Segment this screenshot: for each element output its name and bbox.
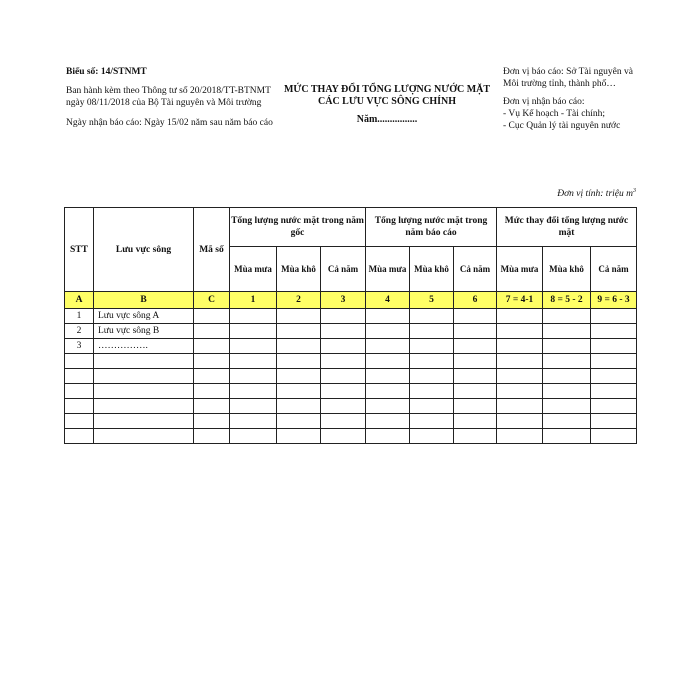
col-header-code: Mã số [194,208,230,292]
issued-with-text: Ban hành kèm theo Thông tư số 20/2018/TT-BTNMT ngày 08/11/2018 của Bộ Tài nguyên và Môi trường [66,86,271,108]
row-value-cell [230,339,277,354]
row-value-cell [497,384,543,399]
row-basin-name: ……………. [94,339,194,354]
table-row [65,399,637,414]
row-value-cell [543,414,591,429]
unit-superscript: 3 [633,188,636,194]
row-value-cell [194,309,230,324]
row-basin-name [94,414,194,429]
row-value-cell [454,309,497,324]
row-value-cell [591,429,637,444]
row-value-cell [321,309,366,324]
row-value-cell [321,324,366,339]
row-stt [65,399,94,414]
sub-header-rainy: Mùa mưa [497,247,543,292]
row-value-cell [591,324,637,339]
row-value-cell [591,354,637,369]
row-value-cell [410,369,454,384]
index-cell: 1 [230,292,277,309]
row-basin-name [94,354,194,369]
report-title: MỨC THAY ĐỔI TỔNG LƯỢNG NƯỚC MẶT CÁC LƯU VỰC SÔNG CHÍNH [283,84,491,107]
header-left [66,66,281,137]
row-value-cell [321,429,366,444]
header-center [283,84,491,126]
row-value-cell [194,414,230,429]
row-stt: 3 [65,339,94,354]
row-value-cell [497,369,543,384]
row-value-cell [410,384,454,399]
row-value-cell [230,414,277,429]
row-value-cell [277,339,321,354]
table-row [65,309,637,324]
row-value-cell [543,429,591,444]
row-value-cell [454,324,497,339]
row-stt [65,414,94,429]
row-basin-name: Lưu vực sông B [94,324,194,339]
row-value-cell [410,324,454,339]
header-right [503,66,638,132]
row-value-cell [194,354,230,369]
column-index-row [65,292,637,309]
row-value-cell [543,354,591,369]
row-value-cell [277,354,321,369]
sub-header-rainy: Mùa mưa [230,247,277,292]
sub-header-dry: Mùa khô [410,247,454,292]
row-value-cell [230,399,277,414]
row-stt [65,369,94,384]
row-value-cell [230,429,277,444]
row-basin-name [94,369,194,384]
table-row [65,339,637,354]
row-value-cell [321,369,366,384]
col-header-stt: STT [65,208,94,292]
receiving-unit-1: - Vụ Kế hoạch - Tài chính; [503,109,606,119]
row-value-cell [366,369,410,384]
row-stt [65,354,94,369]
row-value-cell [194,369,230,384]
row-value-cell [497,399,543,414]
index-cell: B [94,292,194,309]
row-value-cell [230,324,277,339]
row-value-cell [366,339,410,354]
index-cell: 4 [366,292,410,309]
row-value-cell [366,309,410,324]
row-value-cell [497,324,543,339]
row-value-cell [543,399,591,414]
report-year: Năm................ [356,114,418,125]
row-value-cell [410,414,454,429]
receiving-unit-label: Đơn vị nhận báo cáo: [503,97,585,107]
row-value-cell [410,339,454,354]
row-stt: 1 [65,309,94,324]
row-value-cell [277,399,321,414]
index-cell: 7 = 4-1 [497,292,543,309]
row-value-cell [591,384,637,399]
index-cell: 2 [277,292,321,309]
sub-header-year: Cả năm [591,247,637,292]
table-row [65,354,637,369]
row-value-cell [366,399,410,414]
row-value-cell [321,414,366,429]
row-value-cell [277,324,321,339]
row-value-cell [194,339,230,354]
row-value-cell [277,384,321,399]
row-value-cell [543,324,591,339]
row-value-cell [366,429,410,444]
row-stt [65,384,94,399]
row-value-cell [194,324,230,339]
row-value-cell [497,429,543,444]
table-row [65,414,637,429]
index-cell: 6 [454,292,497,309]
index-cell: 3 [321,292,366,309]
report-date-text: Ngày nhận báo cáo: Ngày 15/02 năm sau năm báo cáo [66,118,273,128]
group-header-change: Mức thay đổi tổng lượng nước mặt [497,208,637,247]
row-value-cell [321,354,366,369]
table-row [65,324,637,339]
row-basin-name [94,384,194,399]
table-row [65,369,637,384]
group-header-base-year: Tổng lượng nước mặt trong năm gốc [230,208,366,247]
row-value-cell [230,384,277,399]
row-value-cell [497,414,543,429]
unit-text: Đơn vị tính: triệu m [557,189,633,200]
row-value-cell [277,414,321,429]
row-value-cell [497,339,543,354]
row-value-cell [194,384,230,399]
row-value-cell [454,429,497,444]
index-cell: A [65,292,94,309]
row-value-cell [366,324,410,339]
row-basin-name [94,399,194,414]
row-value-cell [321,384,366,399]
row-value-cell [591,309,637,324]
row-value-cell [454,339,497,354]
row-value-cell [366,384,410,399]
table-row [65,384,637,399]
group-header-report-year: Tổng lượng nước mặt trong năm báo cáo [366,208,497,247]
row-value-cell [321,339,366,354]
row-value-cell [321,399,366,414]
row-basin-name: Lưu vực sông A [94,309,194,324]
row-value-cell [230,369,277,384]
reporting-unit: Đơn vị báo cáo: Sở Tài nguyên và Môi trường tỉnh, thành phố… [503,67,633,89]
row-value-cell [454,414,497,429]
row-value-cell [410,354,454,369]
table-row [65,429,637,444]
index-cell: 9 = 6 - 3 [591,292,637,309]
row-value-cell [366,414,410,429]
index-cell: 5 [410,292,454,309]
data-table [64,207,637,444]
row-value-cell [591,399,637,414]
row-value-cell [454,354,497,369]
row-value-cell [277,429,321,444]
receiving-unit-2: - Cục Quản lý tài nguyên nước [503,121,621,131]
index-cell: 8 = 5 - 2 [543,292,591,309]
row-value-cell [497,309,543,324]
row-value-cell [277,369,321,384]
index-cell: C [194,292,230,309]
row-basin-name [94,429,194,444]
row-stt [65,429,94,444]
col-header-basin: Lưu vực sông [94,208,194,292]
row-value-cell [454,369,497,384]
sub-header-dry: Mùa khô [277,247,321,292]
row-value-cell [230,309,277,324]
sub-header-year: Cả năm [454,247,497,292]
row-value-cell [230,354,277,369]
row-value-cell [454,384,497,399]
row-value-cell [591,369,637,384]
sub-header-rainy: Mùa mưa [366,247,410,292]
row-value-cell [543,369,591,384]
row-value-cell [277,309,321,324]
row-value-cell [497,354,543,369]
sub-header-dry: Mùa khô [543,247,591,292]
row-stt: 2 [65,324,94,339]
unit-label [557,188,636,199]
row-value-cell [543,309,591,324]
sub-header-year: Cả năm [321,247,366,292]
row-value-cell [366,354,410,369]
row-value-cell [410,399,454,414]
row-value-cell [543,384,591,399]
row-value-cell [194,399,230,414]
row-value-cell [410,309,454,324]
row-value-cell [591,339,637,354]
row-value-cell [410,429,454,444]
row-value-cell [543,339,591,354]
form-number: Biểu số: 14/STNMT [66,67,147,77]
row-value-cell [194,429,230,444]
row-value-cell [454,399,497,414]
row-value-cell [591,414,637,429]
